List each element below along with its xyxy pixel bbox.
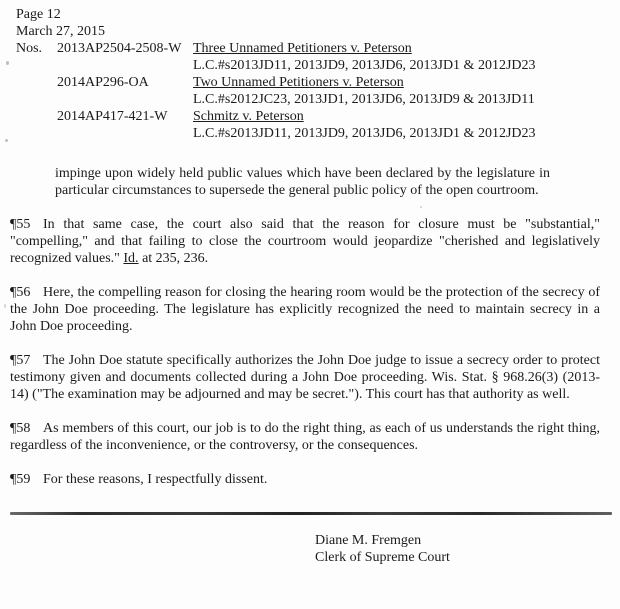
- paragraph-56: [10, 284, 600, 335]
- paragraph-59: [10, 471, 600, 488]
- scan-speck: [5, 139, 8, 142]
- date-label: March 27, 2015: [16, 24, 106, 39]
- paragraph-text: The John Doe statute specifically authorizes the John Doe judge to issue a secrecy order to protect testimony given and documents collected during a John Doe proceeding. Wis. Stat. § 968.26(3) (2013-14) ("The examination may be adjourned and may be secret."). This court has that authority as well.: [10, 353, 600, 402]
- scan-speck: [6, 61, 9, 65]
- nos-label: Nos.: [16, 41, 43, 56]
- case-number: 2013AP2504-2508-W: [57, 41, 182, 56]
- case-name: Two Unnamed Petitioners v. Peterson: [193, 75, 404, 90]
- page-number-label: Page 12: [16, 7, 61, 22]
- paragraph-number: ¶55: [10, 217, 31, 232]
- paragraph-number: ¶59: [10, 472, 31, 487]
- signature-divider-line: [10, 512, 612, 515]
- paragraph-text: For these reasons, I respectfully dissent.: [43, 472, 268, 487]
- case-name-block: [193, 74, 620, 108]
- paragraph-text: In that same case, the court also said that the reason for closure must be "substantial," "compelling," and that failing to close the courtroom would jeopardize "cherished and legislatively recognized values.": [10, 217, 600, 266]
- case-lc-numbers: L.C.#s2012JC23, 2013JD1, 2013JD6, 2013JD9 & 2013JD11: [193, 92, 535, 107]
- case-row: [16, 108, 620, 142]
- paragraph-57: [10, 352, 600, 403]
- scan-speck: [420, 206, 422, 208]
- paragraph-number: ¶58: [10, 421, 31, 436]
- block-quote: impinge upon widely held public values which have been declared by the legislature in particular circumstances to supersede the general public policy of the open courtroom.: [55, 166, 550, 198]
- case-lc-numbers: L.C.#s2013JD11, 2013JD9, 2013JD6, 2013JD1 & 2012JD23: [193, 126, 536, 141]
- case-caption-list: [16, 40, 620, 142]
- paragraph-text: at 235, 236.: [142, 251, 209, 266]
- paragraph-text: As members of this court, our job is to do the right thing, as each of us understands the right thing, regardless of the inconvenience, or the controversy, or the consequences.: [10, 421, 600, 453]
- paragraph-number: ¶57: [10, 353, 31, 368]
- paragraph-58: [10, 420, 600, 454]
- case-name-block: [193, 108, 620, 142]
- paragraph-text: Here, the compelling reason for closing the hearing room would be the protection of the secrecy of the John Doe proceeding. The legislature has explicitly recognized the need to maintain secrecy in a John Doe proceeding.: [10, 285, 600, 334]
- case-number: 2014AP417-421-W: [57, 109, 168, 124]
- clerk-name: Diane M. Fremgen: [315, 533, 422, 548]
- case-row: [16, 40, 620, 74]
- case-number: 2014AP296-OA: [57, 75, 149, 90]
- signature-block: [315, 532, 620, 566]
- case-name: Three Unnamed Petitioners v. Peterson: [193, 41, 412, 56]
- paragraph-55: [10, 216, 600, 267]
- case-lc-numbers: L.C.#s2013JD11, 2013JD9, 2013JD6, 2013JD1 & 2012JD23: [193, 58, 536, 73]
- case-name: Schmitz v. Peterson: [193, 109, 304, 124]
- citation-id: Id.: [123, 251, 139, 266]
- paragraph-number: ¶56: [10, 285, 31, 300]
- case-row: [16, 74, 620, 108]
- scan-speck: [4, 304, 6, 308]
- page-header: [0, 0, 620, 142]
- case-name-block: [193, 40, 620, 74]
- clerk-title: Clerk of Supreme Court: [315, 550, 450, 565]
